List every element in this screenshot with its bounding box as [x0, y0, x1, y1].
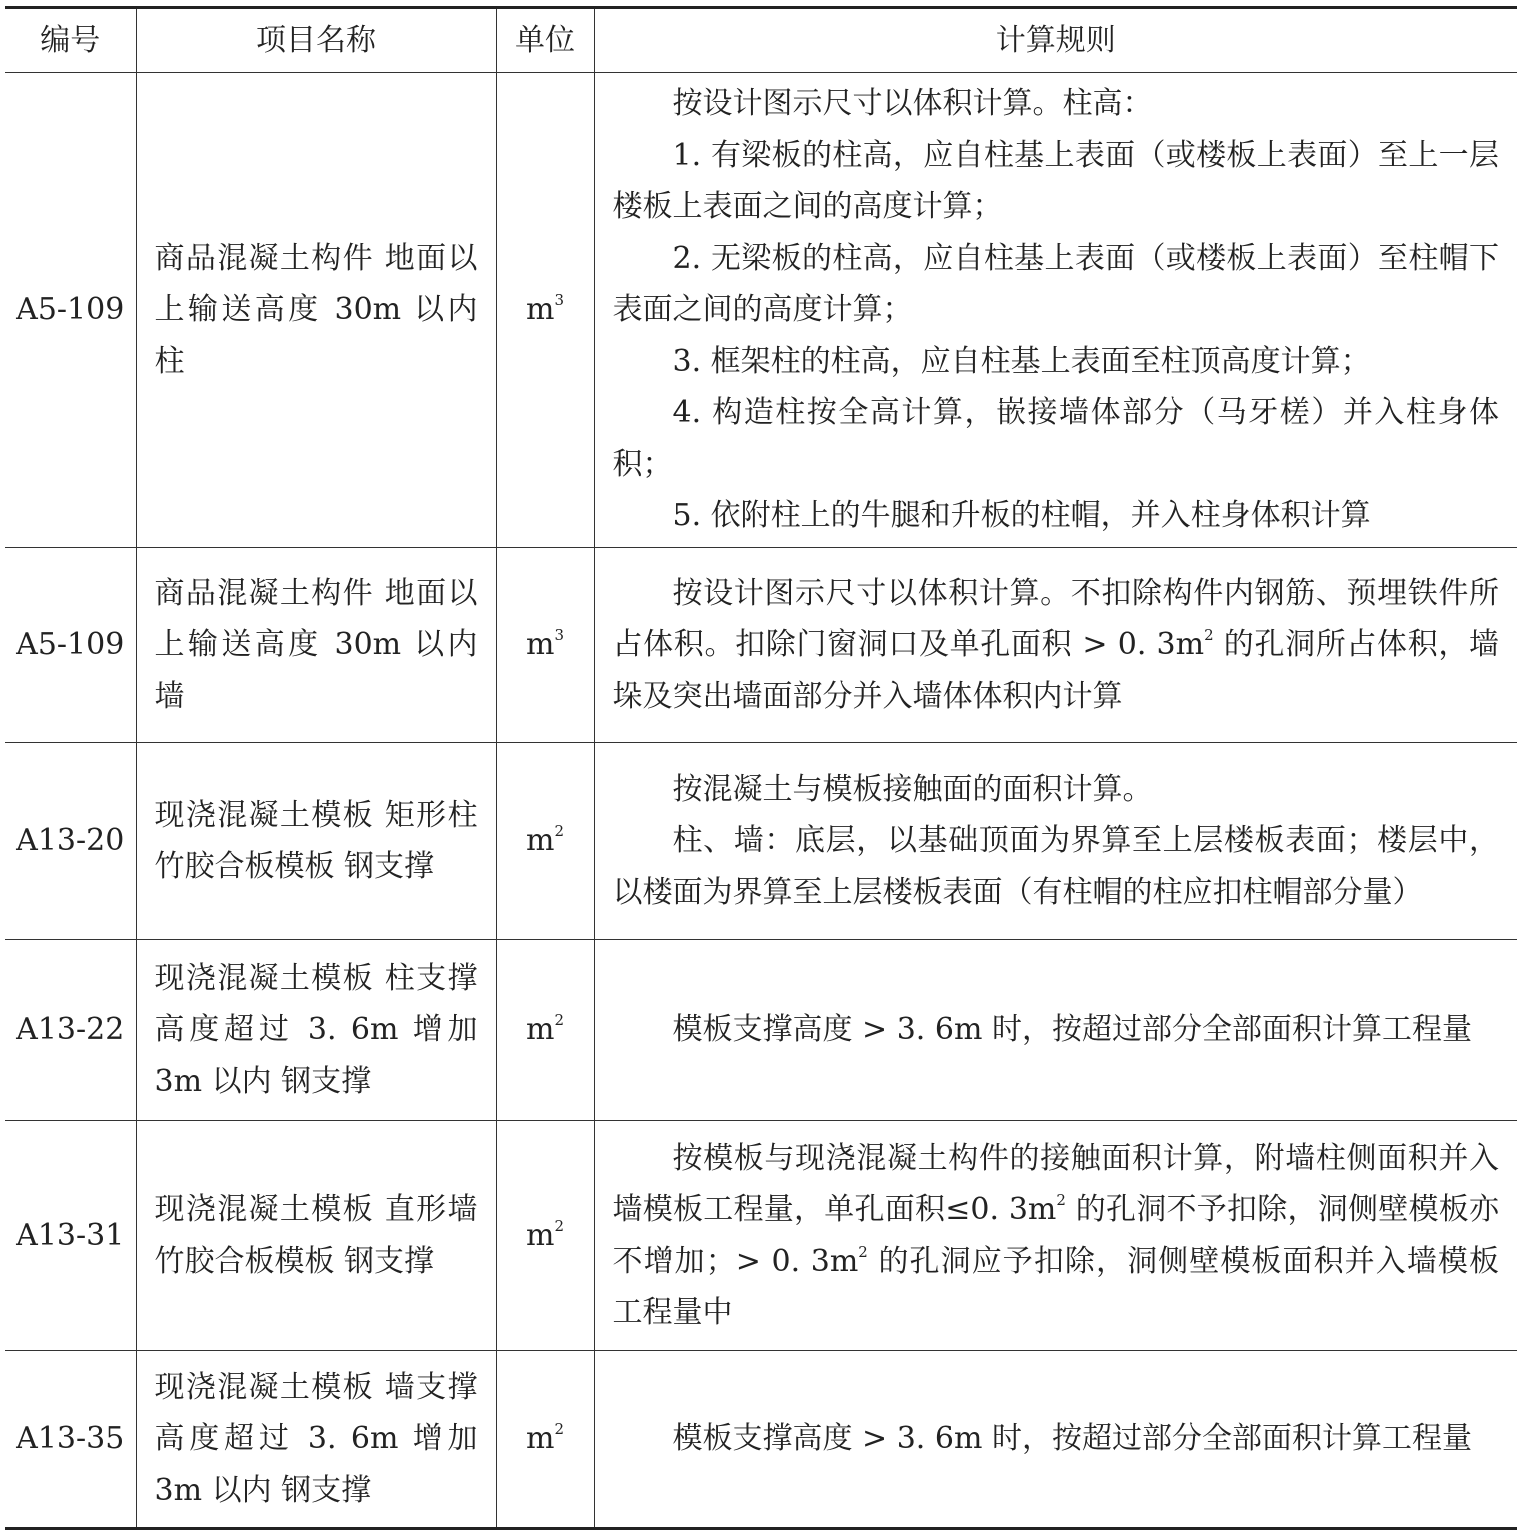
rule-paragraph: 按混凝土与模板接触面的面积计算。: [672, 771, 1153, 807]
calculation-rule: [594, 743, 1517, 940]
item-name: 商品混凝土构件 地面以上输送高度 30m 以内 柱: [136, 73, 496, 548]
table-row: [5, 1121, 1517, 1351]
item-id: A13-31: [5, 1121, 136, 1351]
rule-text: 的孔洞所占体积，墙垛及突出墙面部分并入墙体体积内计算: [612, 627, 1499, 714]
item-id: A5-109: [5, 73, 136, 548]
item-id: A13-35: [5, 1351, 136, 1529]
unit-base: m: [526, 292, 555, 328]
calculation-rule: [594, 1121, 1517, 1351]
rule-paragraph: 模板支撑高度 > 3. 6m 时，按超过部分全部面积计算工程量: [672, 1012, 1472, 1048]
rule-paragraph: 按设计图示尺寸以体积计算。柱高：: [672, 86, 1153, 122]
rule-exponent: 2: [1204, 626, 1214, 645]
item-name: 现浇混凝土模板 直形墙 竹胶合板模板 钢支撑: [136, 1121, 496, 1351]
rule-exponent: 2: [858, 1242, 868, 1261]
calculation-rule: [594, 73, 1517, 548]
table-row: [5, 743, 1517, 940]
item-name: 商品混凝土构件 地面以上输送高度 30m 以内 墙: [136, 548, 496, 743]
rule-paragraph: [613, 1133, 1500, 1339]
rule-paragraph: 柱、墙：底层，以基础顶面为界算至上层楼板表面；楼层中，以楼面为界算至上层楼板表面（有柱帽的柱应扣柱帽部分量）: [612, 823, 1499, 910]
rule-paragraph: 2. 无梁板的柱高，应自柱基上表面（或楼板上表面）至柱帽下表面之间的高度计算；: [612, 240, 1499, 328]
unit-exponent: 2: [554, 822, 564, 841]
rule-paragraph: 3. 框架柱的柱高，应自柱基上表面至柱顶高度计算；: [672, 343, 1371, 379]
calculation-rule: [594, 1351, 1517, 1529]
unit-base: m: [526, 1421, 555, 1457]
rule-text: 按模板与现浇混凝土构件的接触面积计算，附墙柱侧面积并入墙模板工程量，单孔面积≤0. 3m: [612, 1140, 1499, 1227]
item-unit: [496, 73, 594, 548]
item-unit: [496, 940, 594, 1121]
unit-exponent: 2: [554, 1011, 564, 1030]
header-unit: 单位: [496, 8, 594, 73]
item-id: A5-109: [5, 548, 136, 743]
unit-base: m: [526, 627, 555, 663]
quota-rules-table: [5, 6, 1517, 1530]
item-unit: [496, 1121, 594, 1351]
calculation-rule: [594, 548, 1517, 743]
item-id: A13-20: [5, 743, 136, 940]
item-unit: [496, 548, 594, 743]
rule-paragraph: 4. 构造柱按全高计算，嵌接墙体部分（马牙槎）并入柱身体积；: [612, 395, 1499, 482]
table-row: [5, 1351, 1517, 1529]
rule-text: 按设计图示尺寸以体积计算。不扣除构件内钢筋、预埋铁件所占体积。扣除门窗洞口及单孔面积 > 0. 3m: [612, 575, 1499, 663]
item-name: 现浇混凝土模板 墙支撑高度超过 3. 6m 增加 3m 以内 钢支撑: [136, 1351, 496, 1529]
header-id: 编号: [5, 8, 136, 73]
unit-exponent: 2: [554, 1216, 564, 1235]
rule-exponent: 2: [1056, 1191, 1066, 1209]
table-row: [5, 548, 1517, 743]
item-name: 现浇混凝土模板 矩形柱 竹胶合板模板 钢支撑: [136, 743, 496, 940]
header-row: [5, 8, 1517, 73]
header-rule: 计算规则: [594, 8, 1517, 73]
unit-base: m: [526, 1217, 555, 1253]
item-id: A13-22: [5, 940, 136, 1121]
rule-paragraph: 模板支撑高度 > 3. 6m 时，按超过部分全部面积计算工程量: [672, 1421, 1472, 1457]
item-unit: [496, 743, 594, 940]
table-row: [5, 73, 1517, 548]
rule-paragraph: 1. 有梁板的柱高，应自柱基上表面（或楼板上表面）至上一层楼板上表面之间的高度计算；: [612, 137, 1499, 225]
unit-base: m: [526, 823, 555, 859]
table-row: [5, 940, 1517, 1121]
unit-exponent: 3: [554, 626, 564, 645]
rule-paragraph: [613, 568, 1500, 723]
item-unit: [496, 1351, 594, 1529]
unit-base: m: [526, 1012, 555, 1048]
item-name: 现浇混凝土模板 柱支撑高度超过 3. 6m 增加 3m 以内 钢支撑: [136, 940, 496, 1121]
unit-exponent: 2: [554, 1420, 564, 1439]
rule-text: 的孔洞不予扣除，洞侧壁模板亦不增加；> 0. 3m: [612, 1192, 1499, 1279]
rule-text: 的孔洞应予扣除，洞侧壁模板面积并入墙模板工程量中: [612, 1243, 1499, 1330]
rule-paragraph: 5. 依附柱上的牛腿和升板的柱帽，并入柱身体积计算: [672, 498, 1371, 534]
header-name: 项目名称: [136, 8, 496, 73]
calculation-rule: [594, 940, 1517, 1121]
unit-exponent: 3: [554, 291, 564, 310]
